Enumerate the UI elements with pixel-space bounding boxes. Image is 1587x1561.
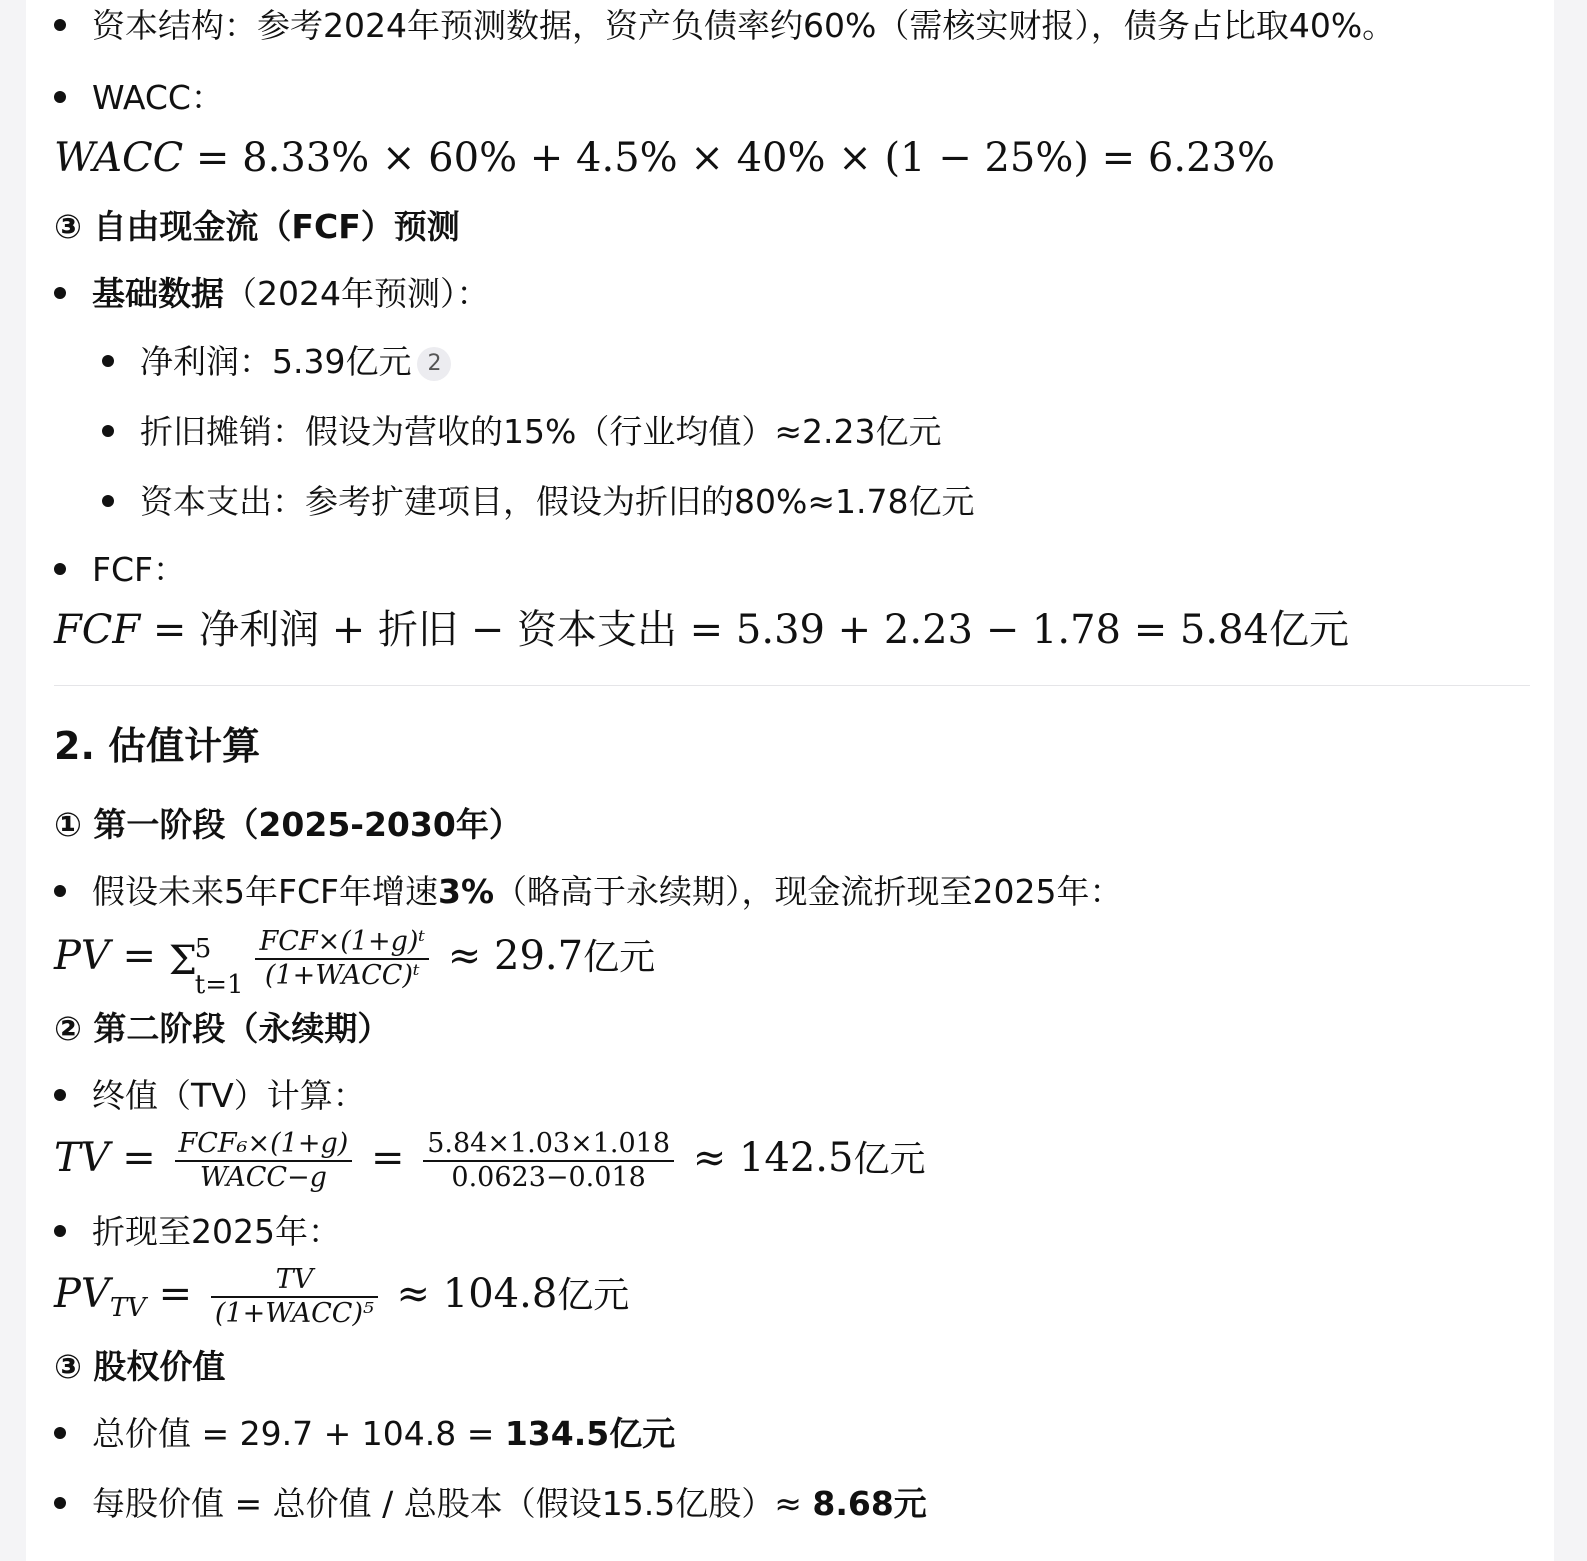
base-data-bold: 基础数据 <box>92 274 224 313</box>
list-item-per-share <box>54 1482 927 1526</box>
pvtv-fraction <box>211 1264 378 1330</box>
pvtv-result: ≈ 104.8 <box>396 1271 558 1317</box>
stage1-text-bold: 3% <box>438 872 495 911</box>
tv-denominator-symbolic: WACC−g <box>199 1162 327 1193</box>
sigma-symbol: Σ <box>168 938 198 984</box>
sum-upper: 5 <box>194 934 212 964</box>
list-item-tv <box>54 1074 366 1118</box>
pv-var: PV <box>54 933 110 979</box>
wacc-label: WACC： <box>92 78 224 117</box>
pvtv-denominator: (1+WACC)⁵ <box>214 1298 374 1329</box>
bullet <box>54 563 66 575</box>
tv-numerator-symbolic: FCF₆×(1+g) <box>175 1128 353 1162</box>
pvtv-var: PV <box>54 1271 110 1317</box>
stage2-heading: ② 第二阶段（永续期） <box>54 1009 391 1048</box>
bullet <box>54 1497 66 1509</box>
fcf-formula-rest: = 净利润 + 折旧 − 资本支出 = 5.39 + 2.23 − 1.78 = 5.84亿元 <box>140 607 1349 653</box>
bullet <box>54 19 66 31</box>
list-item-stage1 <box>54 870 1123 914</box>
pvtv-subscript: TV <box>109 1293 146 1323</box>
tv-label: 终值（TV）计算： <box>92 1076 366 1115</box>
list-item-base-data <box>54 272 489 316</box>
equity-heading: ③ 股权价值 <box>54 1347 226 1386</box>
capital-structure-text: 资本结构：参考2024年预测数据，资产负债率约60%（需核实财报），债务占比取40%。 <box>92 6 1396 45</box>
list-item-fcf <box>54 548 186 592</box>
pvtv-numerator: TV <box>211 1264 378 1298</box>
tv-numerator-numeric: 5.84×1.03×1.018 <box>423 1128 674 1162</box>
bullet <box>54 1427 66 1439</box>
discount-label: 折现至2025年： <box>92 1212 341 1251</box>
wacc-formula-rest: = 8.33% × 60% + 4.5% × 40% × (1 − 25%) = 6.23% <box>183 135 1275 181</box>
bullet <box>102 495 114 507</box>
pvtv-unit: 亿元 <box>557 1275 630 1316</box>
pv-result: ≈ 29.7 <box>447 933 584 979</box>
wacc-formula-var: WACC <box>54 135 184 181</box>
equals-sign: = <box>158 1271 205 1317</box>
tv-fraction-symbolic <box>175 1128 353 1194</box>
list-item-capex <box>102 480 974 524</box>
pv-unit: 亿元 <box>583 937 656 978</box>
net-profit-text: 净利润：5.39亿元 <box>140 342 412 381</box>
stage1-heading: ① 第一阶段（2025-2030年） <box>54 805 522 844</box>
section-divider <box>54 685 1530 686</box>
fcf-heading: ③ 自由现金流（FCF）预测 <box>54 207 460 246</box>
list-item-capital-structure <box>54 4 1395 48</box>
fcf-formula-var: FCF <box>54 607 141 653</box>
per-share-bold: 8.68元 <box>812 1484 927 1523</box>
stage1-text-a: 假设未来5年FCF年增速 <box>92 872 439 911</box>
bullet <box>54 1225 66 1237</box>
equals-sign: = <box>122 1135 169 1181</box>
bullet <box>54 91 66 103</box>
section-title: 2. 估值计算 <box>54 724 261 768</box>
list-item-net-profit <box>102 340 451 384</box>
list-item-discount <box>54 1210 341 1254</box>
list-item-total-value <box>54 1412 675 1456</box>
bullet <box>102 355 114 367</box>
tv-var: TV <box>54 1135 110 1181</box>
summation <box>168 931 244 1000</box>
bullet <box>54 287 66 299</box>
pvtv-formula <box>54 1264 629 1336</box>
document-page <box>26 0 1554 1561</box>
fcf-formula <box>54 602 1349 658</box>
bullet <box>102 425 114 437</box>
list-item-depreciation <box>102 410 941 454</box>
total-value-bold: 134.5亿元 <box>504 1414 676 1453</box>
tv-denominator-numeric: 0.0623−0.018 <box>451 1162 646 1193</box>
capex-text: 资本支出：参考扩建项目，假设为折旧的80%≈1.78亿元 <box>140 482 975 521</box>
citation-badge[interactable]: 2 <box>417 347 451 381</box>
stage1-text-b: （略高于永续期），现金流折现至2025年： <box>494 872 1123 911</box>
pv-denominator: (1+WACC)ᵗ <box>264 960 420 991</box>
pv-fraction <box>255 926 429 992</box>
tv-result: ≈ 142.5 <box>692 1135 854 1181</box>
fcf-label: FCF： <box>92 550 187 589</box>
tv-formula <box>54 1128 925 1194</box>
equals-sign: = <box>370 1135 418 1181</box>
total-value-text: 总价值 = 29.7 + 104.8 = <box>92 1414 505 1453</box>
bullet <box>54 885 66 897</box>
base-data-rest: （2024年预测）： <box>224 274 490 313</box>
bullet <box>54 1089 66 1101</box>
tv-fraction-numeric <box>423 1128 674 1194</box>
wacc-formula <box>54 130 1275 186</box>
pv-formula <box>54 926 656 1000</box>
list-item-wacc <box>54 76 224 120</box>
per-share-text: 每股价值 = 总价值 / 总股本（假设15.5亿股）≈ <box>92 1484 813 1523</box>
sum-lower: t=1 <box>194 970 244 1000</box>
depreciation-text: 折旧摊销：假设为营收的15%（行业均值）≈2.23亿元 <box>140 412 942 451</box>
tv-unit: 亿元 <box>853 1139 926 1180</box>
pv-numerator: FCF×(1+g)ᵗ <box>255 926 429 960</box>
equals-sign: = <box>122 933 169 979</box>
